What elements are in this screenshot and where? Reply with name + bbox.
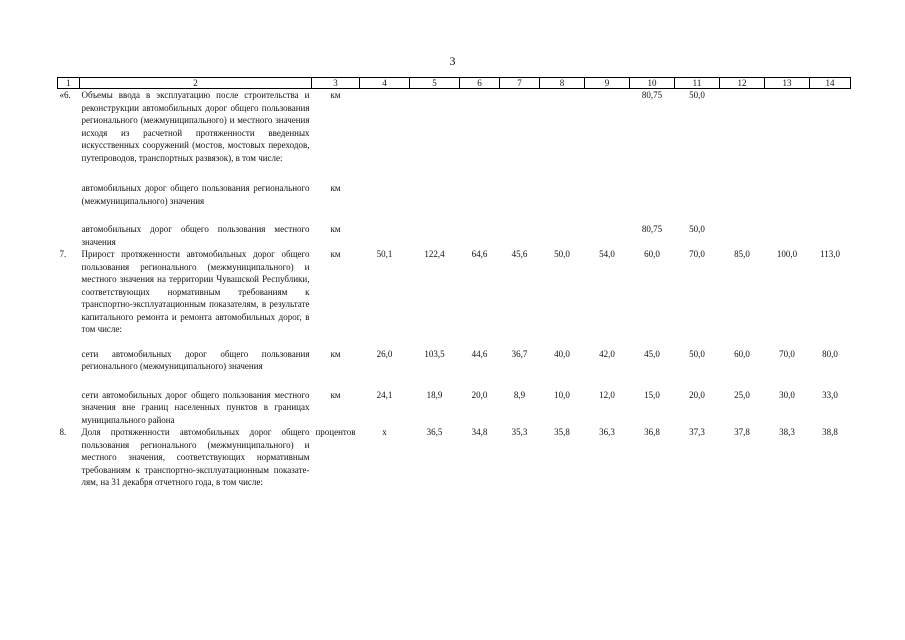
- value-cell: 50,0: [689, 348, 705, 359]
- column-header: 8: [540, 78, 585, 89]
- value-cell: 38,8: [822, 427, 838, 437]
- value-cell: [585, 89, 630, 165]
- value-cell: [410, 164, 460, 207]
- column-header: 13: [765, 78, 810, 89]
- value-cell: 80,75: [641, 224, 663, 234]
- value-cell: [410, 89, 460, 165]
- value-cell: 36,3: [599, 427, 615, 437]
- value-cell: 50,0: [689, 90, 705, 100]
- value-cell: 85,0: [734, 249, 750, 259]
- column-header: 14: [810, 78, 851, 89]
- indicator-name: Прирост протяженности автомобильных дорог общего пользования регионального (межмуниципального) и местного значения на территории Чувашской Республики, соответствующих нормативным требованиям к транспортно-эксплуатационным показателям, в результате капитального ремонта и ремонта автомобильных дорог, в том числе:: [81, 249, 310, 334]
- unit-cell: км: [330, 90, 341, 100]
- unit-cell: км: [330, 389, 341, 400]
- value-cell: 20,0: [471, 389, 488, 400]
- column-header: 5: [410, 78, 460, 89]
- value-cell: 70,0: [779, 348, 795, 359]
- value-cell: 60,0: [734, 348, 750, 359]
- value-cell: [810, 207, 851, 248]
- value-cell: [810, 164, 851, 207]
- value-cell: [540, 207, 585, 248]
- value-cell: 50,1: [376, 249, 393, 259]
- value-cell: [810, 89, 851, 165]
- value-cell: 15,0: [644, 389, 660, 400]
- indicator-name: сети автомобильных дорог общего пользования местного значения вне границ населенных пунктов в границах муниципального района: [81, 389, 310, 425]
- value-cell: 37,8: [734, 427, 750, 437]
- value-cell: [410, 207, 460, 248]
- value-cell: 36,7: [511, 348, 528, 359]
- value-cell: 80,75: [641, 90, 663, 100]
- column-header: 9: [585, 78, 630, 89]
- column-header: 3: [312, 78, 360, 89]
- indicator-name: автомобильных дорог общего пользования местного значения: [81, 224, 310, 247]
- value-cell: 54,0: [599, 249, 615, 259]
- unit-cell: км: [330, 224, 341, 234]
- table-row: [58, 207, 851, 248]
- value-cell: [585, 164, 630, 207]
- unit-cell: км: [330, 183, 341, 193]
- value-cell: 50,0: [689, 224, 705, 234]
- value-cell: 18,9: [426, 389, 443, 400]
- column-header: 1: [58, 78, 80, 89]
- value-cell: [500, 89, 540, 165]
- value-cell: 36,5: [426, 427, 443, 437]
- value-cell: [500, 207, 540, 248]
- value-cell: 38,3: [779, 427, 795, 437]
- row-number: 8.: [59, 427, 67, 437]
- row-number: [58, 164, 80, 207]
- value-cell: х: [382, 427, 387, 437]
- column-header: 7: [500, 78, 540, 89]
- value-cell: [675, 164, 720, 207]
- indicator-table: [57, 77, 851, 489]
- row-number: «6.: [59, 90, 71, 100]
- value-cell: [540, 89, 585, 165]
- value-cell: 36,8: [644, 427, 660, 437]
- column-header: 11: [675, 78, 720, 89]
- value-cell: 113,0: [820, 249, 840, 259]
- value-cell: 40,0: [554, 348, 570, 359]
- unit-cell: км: [330, 348, 341, 359]
- value-cell: 20,0: [689, 389, 705, 400]
- value-cell: [585, 207, 630, 248]
- value-cell: 30,0: [779, 389, 795, 400]
- header-row: [58, 78, 851, 89]
- value-cell: [360, 89, 410, 165]
- value-cell: [460, 89, 500, 165]
- value-cell: [720, 207, 765, 248]
- table-row: [58, 89, 851, 165]
- value-cell: [360, 164, 410, 207]
- value-cell: 80,0: [822, 348, 838, 359]
- value-cell: [460, 207, 500, 248]
- row-number: 7.: [59, 249, 67, 259]
- value-cell: 25,0: [734, 389, 750, 400]
- value-cell: 50,0: [554, 249, 570, 259]
- unit-cell: км: [330, 249, 341, 259]
- value-cell: [765, 89, 810, 165]
- value-cell: [765, 164, 810, 207]
- value-cell: 12,0: [599, 389, 615, 400]
- value-cell: 122,4: [424, 249, 445, 259]
- unit-cell: процентов: [315, 427, 356, 437]
- indicator-name: автомобильных дорог общего пользования регионального (межмуниципального) значения: [81, 183, 310, 206]
- value-cell: 37,3: [689, 427, 705, 437]
- value-cell: [720, 89, 765, 165]
- indicator-name: сети автомобильных дорог общего пользования регионального (межмуниципального) значения: [81, 348, 310, 371]
- page-number: 3: [449, 54, 456, 68]
- value-cell: 26,0: [376, 348, 393, 359]
- column-header: 6: [460, 78, 500, 89]
- indicator-name: Доля протяженности автомобильных дорог общего пользования регионального (межмуниципального) и местного значения, соответствующих нормативным требованиям к транспортно-эксплуатационным показателям, на 31 декабря отчетного года, в том числе:: [81, 427, 310, 487]
- value-cell: 8,9: [513, 389, 526, 400]
- table-row: [58, 164, 851, 207]
- value-cell: 24,1: [376, 389, 393, 400]
- row-number: [58, 207, 80, 248]
- value-cell: [500, 164, 540, 207]
- value-cell: 100,0: [776, 249, 798, 259]
- row-number: [58, 336, 80, 373]
- column-header: 4: [360, 78, 410, 89]
- value-cell: 45,6: [511, 249, 528, 259]
- value-cell: [540, 164, 585, 207]
- value-cell: 35,8: [554, 427, 570, 437]
- column-header: 12: [720, 78, 765, 89]
- table-row: [58, 248, 851, 336]
- value-cell: 64,6: [471, 249, 488, 259]
- value-cell: 10,0: [554, 389, 570, 400]
- value-cell: [460, 164, 500, 207]
- table-row: [58, 373, 851, 427]
- value-cell: 70,0: [689, 249, 705, 259]
- value-cell: 35,3: [511, 427, 528, 437]
- row-number: [58, 373, 80, 427]
- table-row: [58, 426, 851, 489]
- value-cell: [720, 164, 765, 207]
- value-cell: 45,0: [644, 348, 660, 359]
- value-cell: 44,6: [471, 348, 488, 359]
- value-cell: [765, 207, 810, 248]
- table-row: [58, 336, 851, 373]
- indicator-name: Объемы ввода в эксплуатацию после строительства и реконструкции автомобильных дорог общего пользования регионального (межмуниципального) и местного значения исходя из расчетной протяженности введенных искусственных сооружений (мостов, мостовых переходов, путепроводов, транспортных развязок), в том числе:: [81, 90, 310, 163]
- value-cell: 60,0: [644, 249, 660, 259]
- column-header: 10: [630, 78, 675, 89]
- value-cell: 103,5: [424, 348, 445, 359]
- value-cell: 34,8: [471, 427, 488, 437]
- value-cell: 33,0: [822, 389, 838, 400]
- column-header: 2: [80, 78, 312, 89]
- value-cell: [630, 164, 675, 207]
- value-cell: [360, 207, 410, 248]
- value-cell: 42,0: [599, 348, 615, 359]
